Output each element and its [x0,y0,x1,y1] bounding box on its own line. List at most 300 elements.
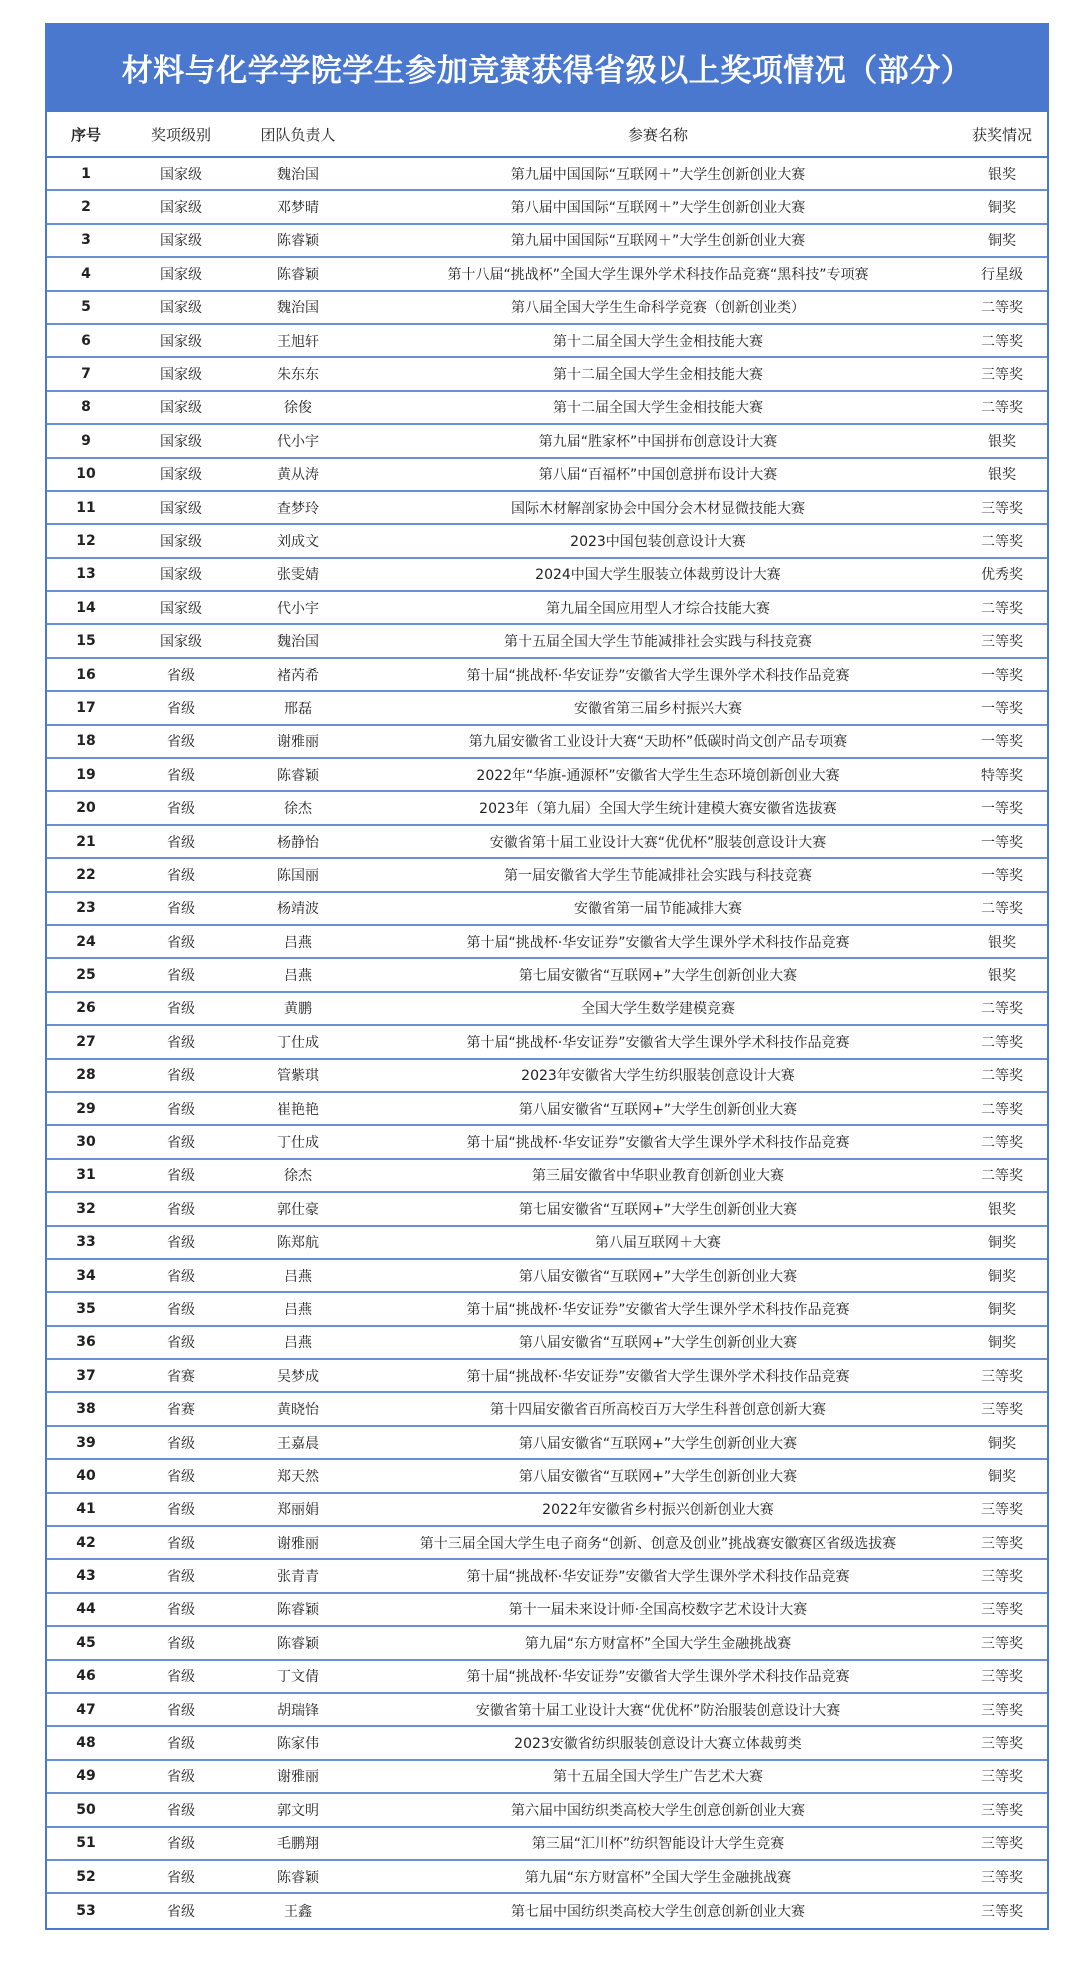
cell-competition: 第九届“东方财富杯”全国大学生金融挑战赛 [524,1869,792,1886]
cell-level: 省级 [167,1101,195,1118]
cell-competition: 第十届“挑战杯·华安证券”安徽省大学生课外学术科技作品竞赛 [466,1301,850,1318]
cell-award: 一等奖 [981,700,1023,717]
cell-level: 国家级 [160,166,202,183]
cell-index: 16 [76,666,96,683]
cell-level: 省赛 [167,1368,195,1385]
header-level: 奖项级别 [150,125,211,144]
table-row [47,993,1047,1026]
table-row [47,859,1047,892]
cell-index: 5 [81,299,91,316]
table-row [47,1093,1047,1126]
table-row [47,1460,1047,1493]
cell-competition: 第七届中国纺织类高校大学生创意创新创业大赛 [511,1904,805,1920]
table-row [47,659,1047,692]
cell-index: 50 [76,1801,96,1818]
cell-level: 国家级 [160,467,202,484]
cell-leader: 陈睿颖 [277,233,319,250]
cell-award: 三等奖 [981,1736,1023,1753]
cell-award: 一等奖 [981,667,1023,684]
cell-level: 省级 [167,1335,195,1352]
cell-level: 省赛 [167,1402,195,1419]
header-index: 序号 [70,125,101,144]
cell-competition: 第十届“挑战杯·华安证券”安徽省大学生课外学术科技作品竞赛 [466,1569,850,1586]
cell-competition: 2022年安徽省乡村振兴创新创业大赛 [542,1502,774,1519]
table-row [47,1828,1047,1861]
table-row [47,292,1047,325]
cell-leader: 郭仕豪 [277,1201,319,1218]
cell-index: 24 [76,933,96,950]
cell-leader: 吴梦成 [277,1368,319,1385]
cell-leader: 朱东东 [277,367,319,384]
cell-competition: 安徽省第十届工业设计大赛“优优杯”服装创意设计大赛 [489,834,827,851]
cell-level: 国家级 [160,233,202,250]
cell-award: 二等奖 [981,1101,1023,1118]
cell-award: 二等奖 [981,1001,1023,1018]
cell-level: 国家级 [160,567,202,584]
cell-level: 国家级 [160,400,202,417]
cell-leader: 胡瑞锋 [277,1702,319,1719]
cell-level: 省级 [167,1268,195,1285]
cell-competition: 第八届互联网＋大赛 [595,1235,721,1252]
table-row [47,258,1047,291]
cell-competition: 第八届全国大学生生命科学竞赛（创新创业类） [511,300,805,317]
cell-award: 铜奖 [988,1235,1016,1252]
cell-leader: 张青青 [277,1569,319,1586]
cell-award: 三等奖 [981,500,1023,517]
cell-index: 12 [76,532,96,549]
cell-leader: 王旭轩 [277,333,319,350]
cell-leader: 陈郑航 [277,1235,319,1252]
cell-competition: 第十五届全国大学生广告艺术大赛 [553,1769,763,1786]
cell-competition: 2022年“华旗-通源杯”安徽省大学生生态环境创新创业大赛 [476,767,840,784]
cell-level: 省级 [167,1635,195,1652]
table-row [47,1661,1047,1694]
cell-leader: 丁文倩 [277,1669,319,1686]
table-row [47,559,1047,592]
cell-index: 20 [76,800,96,817]
cell-award: 铜奖 [988,1268,1016,1285]
table-row [47,1861,1047,1894]
cell-leader: 王嘉晨 [277,1435,319,1452]
table-row [47,1594,1047,1627]
cell-award: 三等奖 [981,1368,1023,1385]
table-row [47,1227,1047,1260]
header-leader: 团队负责人 [260,125,336,144]
cell-leader: 陈国丽 [277,867,319,884]
cell-index: 11 [76,499,96,516]
header-award: 获奖情况 [971,125,1032,144]
cell-level: 省级 [167,1602,195,1619]
table-row [47,525,1047,558]
cell-leader: 邢磊 [284,700,312,717]
cell-award: 三等奖 [981,1669,1023,1686]
cell-level: 省级 [167,834,195,851]
cell-leader: 黄晓怡 [277,1402,319,1419]
cell-level: 国家级 [160,600,202,617]
table-row [47,1393,1047,1426]
cell-award: 三等奖 [981,1869,1023,1886]
table-row [47,893,1047,926]
cell-competition: 第十八届“挑战杯”全国大学生课外学术科技作品竞赛“黑科技”专项赛 [447,266,869,283]
cell-award: 二等奖 [981,300,1023,317]
cell-award: 银奖 [988,934,1016,951]
cell-level: 国家级 [160,634,202,651]
cell-index: 33 [76,1234,96,1251]
table-row [47,959,1047,992]
cell-award: 铜奖 [988,1435,1016,1452]
cell-level: 国家级 [160,367,202,384]
cell-level: 省级 [167,934,195,951]
cell-award: 三等奖 [981,1535,1023,1552]
cell-index: 15 [76,633,96,650]
cell-leader: 张雯婧 [277,567,319,584]
cell-competition: 第十届“挑战杯·华安证券”安徽省大学生课外学术科技作品竞赛 [466,1368,850,1385]
cell-index: 29 [76,1100,96,1117]
cell-competition: 第十一届未来设计师·全国高校数字艺术设计大赛 [508,1602,808,1619]
cell-leader: 吕燕 [284,968,312,985]
cell-index: 13 [76,566,96,583]
cell-leader: 徐俊 [284,400,312,417]
table-row [47,792,1047,825]
table-row [47,1627,1047,1660]
table-row [47,1560,1047,1593]
cell-award: 二等奖 [981,600,1023,617]
cell-competition: 第七届安徽省“互联网+”大学生创新创业大赛 [518,968,798,985]
cell-level: 省级 [167,867,195,884]
cell-award: 三等奖 [981,1569,1023,1586]
cell-competition: 第一届安徽省大学生节能减排社会实践与科技竞赛 [504,867,812,884]
cell-award: 特等奖 [981,767,1023,784]
cell-level: 省级 [167,1904,195,1920]
cell-index: 3 [81,232,91,249]
table-row [47,1527,1047,1560]
cell-competition: 第八届安徽省“互联网+”大学生创新创业大赛 [518,1335,798,1352]
cell-competition: 第八届安徽省“互联网+”大学生创新创业大赛 [518,1101,798,1118]
cell-level: 省级 [167,1535,195,1552]
table-row [47,1794,1047,1827]
cell-level: 国家级 [160,433,202,450]
cell-leader: 魏治国 [277,300,319,317]
cell-award: 一等奖 [981,801,1023,818]
cell-leader: 陈睿颖 [277,767,319,784]
cell-index: 21 [76,833,96,850]
cell-index: 36 [76,1334,96,1351]
cell-leader: 丁仕成 [277,1034,319,1051]
cell-index: 37 [76,1367,96,1384]
cell-index: 41 [76,1501,96,1518]
cell-competition: 第八届安徽省“互联网+”大学生创新创业大赛 [518,1435,798,1452]
cell-competition: 第三届“汇川杯”纺织智能设计大学生竞赛 [531,1836,785,1853]
cell-competition: 第三届安徽省中华职业教育创新创业大赛 [532,1168,784,1185]
cell-leader: 黄鹏 [284,1001,312,1018]
cell-index: 22 [76,866,96,883]
cell-level: 省级 [167,1736,195,1753]
cell-competition: 2023中国包装创意设计大赛 [570,533,746,550]
cell-index: 17 [76,699,96,716]
cell-index: 42 [76,1534,96,1551]
cell-competition: 第八届“百福杯”中国创意拼布设计大赛 [538,467,778,484]
cell-award: 二等奖 [981,1034,1023,1051]
cell-competition: 第九届安徽省工业设计大赛“天助杯”低碳时尚文创产品专项赛 [468,734,848,751]
cell-competition: 第十二届全国大学生金相技能大赛 [553,400,763,417]
table-row [47,1360,1047,1393]
table-row [47,625,1047,658]
cell-level: 省级 [167,1802,195,1819]
table-row [47,191,1047,224]
table-row [47,1694,1047,1727]
table-row [47,1193,1047,1226]
cell-leader: 查梦玲 [277,500,319,517]
table-row [47,692,1047,725]
table-row [47,1160,1047,1193]
cell-award: 银奖 [988,467,1016,484]
cell-competition: 第十届“挑战杯·华安证券”安徽省大学生课外学术科技作品竞赛 [466,1669,850,1686]
cell-competition: 全国大学生数学建模竞赛 [581,1001,735,1018]
cell-award: 二等奖 [981,533,1023,550]
cell-level: 省级 [167,1201,195,1218]
cell-level: 省级 [167,1068,195,1085]
cell-index: 43 [76,1568,96,1585]
cell-award: 三等奖 [981,1836,1023,1853]
cell-index: 10 [76,466,96,483]
cell-award: 二等奖 [981,1135,1023,1152]
cell-leader: 谢雅丽 [277,1769,319,1786]
table-row [47,1060,1047,1093]
cell-index: 31 [76,1167,96,1184]
cell-index: 14 [76,599,96,616]
cell-leader: 谢雅丽 [277,734,319,751]
cell-leader: 谢雅丽 [277,1535,319,1552]
cell-leader: 王鑫 [284,1904,312,1920]
table-row [47,1761,1047,1794]
cell-level: 省级 [167,1669,195,1686]
cell-index: 49 [76,1768,96,1785]
cell-index: 51 [76,1835,96,1852]
table-row [47,492,1047,525]
cell-award: 银奖 [988,1201,1016,1218]
cell-level: 国家级 [160,533,202,550]
cell-leader: 黄从涛 [277,467,319,484]
cell-award: 行星级 [981,266,1023,283]
cell-level: 省级 [167,1769,195,1786]
cell-competition: 第十三届全国大学生电子商务“创新、创意及创业”挑战赛安徽赛区省级选拔赛 [419,1535,897,1552]
cell-leader: 毛鹏翔 [277,1836,319,1853]
cell-level: 国家级 [160,500,202,517]
cell-index: 35 [76,1300,96,1317]
cell-index: 52 [76,1868,96,1885]
cell-level: 省级 [167,1301,195,1318]
cell-award: 三等奖 [981,1402,1023,1419]
cell-index: 32 [76,1200,96,1217]
cell-leader: 代小宇 [277,433,319,450]
cell-leader: 吕燕 [284,934,312,951]
cell-leader: 杨静怡 [277,834,319,851]
cell-index: 4 [81,265,91,282]
cell-leader: 杨靖波 [277,901,319,918]
cell-award: 银奖 [988,968,1016,985]
cell-index: 40 [76,1467,96,1484]
table-row [47,459,1047,492]
cell-leader: 郑天然 [277,1468,319,1485]
cell-leader: 陈睿颖 [277,1602,319,1619]
cell-leader: 徐杰 [284,1168,312,1185]
cell-index: 27 [76,1033,96,1050]
cell-competition: 2023年安徽省大学生纺织服装创意设计大赛 [521,1068,795,1085]
table-header [47,112,1047,158]
cell-leader: 陈睿颖 [277,266,319,283]
cell-competition: 安徽省第十届工业设计大赛“优优杯”防治服装创意设计大赛 [475,1702,841,1719]
cell-award: 二等奖 [981,1168,1023,1185]
cell-award: 银奖 [988,166,1016,183]
table-row [47,726,1047,759]
cell-level: 国家级 [160,200,202,217]
cell-award: 三等奖 [981,1602,1023,1619]
cell-award: 一等奖 [981,734,1023,751]
cell-award: 三等奖 [981,1702,1023,1719]
cell-competition: 第七届安徽省“互联网+”大学生创新创业大赛 [518,1201,798,1218]
cell-leader: 刘成文 [277,533,319,550]
cell-level: 省级 [167,767,195,784]
table-row [47,158,1047,191]
cell-index: 47 [76,1701,96,1718]
cell-award: 一等奖 [981,834,1023,851]
cell-competition: 第十五届全国大学生节能减排社会实践与科技竞赛 [504,634,812,651]
cell-award: 铜奖 [988,200,1016,217]
cell-index: 34 [76,1267,96,1284]
cell-index: 48 [76,1735,96,1752]
cell-leader: 陈家伟 [277,1736,319,1753]
cell-leader: 陈睿颖 [277,1635,319,1652]
cell-index: 30 [76,1134,96,1151]
cell-index: 26 [76,1000,96,1017]
cell-level: 省级 [167,1502,195,1519]
cell-award: 二等奖 [981,1068,1023,1085]
table-row [47,759,1047,792]
table-row [47,1494,1047,1527]
cell-competition: 第六届中国纺织类高校大学生创意创新创业大赛 [511,1802,805,1819]
cell-level: 省级 [167,801,195,818]
cell-award: 三等奖 [981,634,1023,651]
cell-level: 省级 [167,968,195,985]
cell-leader: 褚芮希 [277,667,319,684]
table-row [47,1327,1047,1360]
cell-index: 53 [76,1903,96,1919]
cell-leader: 郭文明 [277,1802,319,1819]
cell-level: 省级 [167,1702,195,1719]
cell-index: 18 [76,733,96,750]
cell-competition: 第八届安徽省“互联网+”大学生创新创业大赛 [518,1268,798,1285]
table-row [47,358,1047,391]
cell-level: 省级 [167,1135,195,1152]
cell-award: 三等奖 [981,1635,1023,1652]
cell-competition: 第八届中国国际“互联网＋”大学生创新创业大赛 [510,200,806,217]
table-row [47,1026,1047,1059]
cell-award: 三等奖 [981,1769,1023,1786]
cell-competition: 2023安徽省纺织服装创意设计大赛立体裁剪类 [514,1736,802,1753]
cell-index: 19 [76,766,96,783]
cell-leader: 吕燕 [284,1335,312,1352]
table-row [47,1894,1047,1927]
cell-index: 44 [76,1601,96,1618]
cell-competition: 第九届“东方财富杯”全国大学生金融挑战赛 [524,1635,792,1652]
cell-award: 三等奖 [981,1802,1023,1819]
cell-level: 省级 [167,1435,195,1452]
cell-leader: 代小宇 [277,600,319,617]
cell-index: 6 [81,332,91,349]
table-row [47,1260,1047,1293]
cell-level: 省级 [167,700,195,717]
cell-leader: 徐杰 [284,801,312,818]
cell-award: 三等奖 [981,1904,1023,1920]
cell-level: 省级 [167,1869,195,1886]
cell-award: 二等奖 [981,901,1023,918]
table-row [47,392,1047,425]
cell-leader: 魏治国 [277,166,319,183]
cell-leader: 崔艳艳 [277,1101,319,1118]
cell-award: 铜奖 [988,1335,1016,1352]
cell-leader: 邓梦晴 [277,200,319,217]
cell-level: 省级 [167,1034,195,1051]
cell-leader: 管紫琪 [277,1068,319,1085]
cell-level: 省级 [167,1235,195,1252]
cell-level: 国家级 [160,266,202,283]
cell-competition: 第九届“胜家杯”中国拼布创意设计大赛 [538,433,778,450]
cell-competition: 第九届中国国际“互联网＋”大学生创新创业大赛 [510,233,806,250]
cell-index: 9 [81,432,91,449]
cell-leader: 郑丽娟 [277,1502,319,1519]
table-body [47,158,1047,1928]
cell-competition: 第十四届安徽省百所高校百万大学生科普创意创新大赛 [490,1402,826,1419]
cell-award: 三等奖 [981,367,1023,384]
cell-index: 25 [76,967,96,984]
cell-index: 7 [81,366,91,383]
cell-award: 优秀奖 [981,567,1023,584]
cell-index: 46 [76,1668,96,1685]
cell-index: 23 [76,900,96,917]
table-row [47,225,1047,258]
cell-competition: 第九届中国国际“互联网＋”大学生创新创业大赛 [510,166,806,183]
cell-index: 1 [81,165,91,182]
cell-index: 45 [76,1634,96,1651]
cell-competition: 国际木材解剖家协会中国分会木材显微技能大赛 [511,500,805,517]
cell-level: 省级 [167,1836,195,1853]
cell-competition: 第八届安徽省“互联网+”大学生创新创业大赛 [518,1468,798,1485]
cell-competition: 第十二届全国大学生金相技能大赛 [553,333,763,350]
cell-level: 省级 [167,1001,195,1018]
table-row [47,425,1047,458]
cell-competition: 第十届“挑战杯·华安证券”安徽省大学生课外学术科技作品竞赛 [466,1034,850,1051]
cell-leader: 丁仕成 [277,1135,319,1152]
cell-level: 国家级 [160,333,202,350]
table-row [47,926,1047,959]
cell-competition: 第九届全国应用型人才综合技能大赛 [546,600,770,617]
cell-level: 省级 [167,1468,195,1485]
table-row [47,325,1047,358]
cell-award: 三等奖 [981,1502,1023,1519]
table-row [47,1126,1047,1159]
cell-award: 铜奖 [988,1301,1016,1318]
cell-competition: 安徽省第三届乡村振兴大赛 [574,700,742,717]
cell-competition: 安徽省第一届节能减排大赛 [574,901,742,918]
cell-leader: 魏治国 [277,634,319,651]
cell-level: 省级 [167,667,195,684]
cell-level: 国家级 [160,300,202,317]
table-row [47,826,1047,859]
cell-competition: 2023年（第九届）全国大学生统计建模大赛安徽省选拔赛 [479,801,837,818]
cell-level: 省级 [167,734,195,751]
cell-award: 一等奖 [981,867,1023,884]
cell-index: 28 [76,1067,96,1084]
